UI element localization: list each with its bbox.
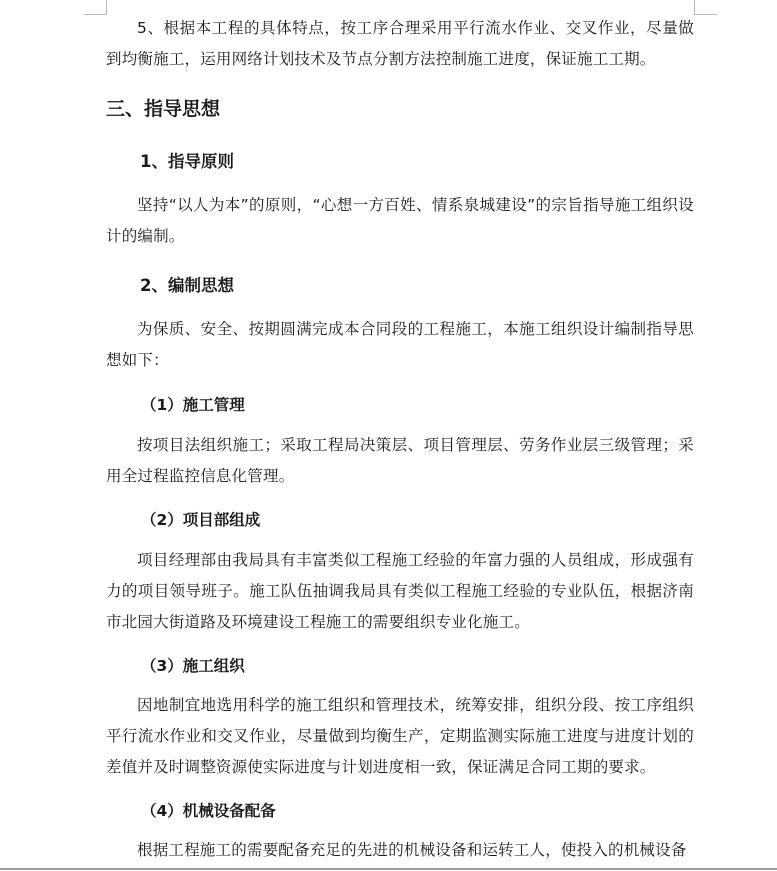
item-title-construction-management: （1）施工管理 bbox=[141, 396, 245, 414]
item-title-project-department: （2）项目部组成 bbox=[141, 511, 261, 529]
construction-management-paragraph: 按项目法组织施工；采取工程局决策层、项目管理层、劳务作业层三级管理；采用全过程监控信息化管理。 bbox=[106, 436, 694, 485]
item-title-construction-organization: （3）施工组织 bbox=[141, 657, 245, 675]
principles-paragraph: 坚持“以人为本”的原则，“心想一方百姓、情系泉城建设”的宗旨指导施工组织设计的编制。 bbox=[106, 196, 694, 245]
construction-organization-paragraph: 因地制宜地选用科学的施工组织和管理技术，统筹安排，组织分段、按工序组织平行流水作业和交叉作业，尽量做到均衡生产，定期监测实际施工进度与进度计划的差值并及时调整资源使实际进度与计划进度相一致，保证满足合同工期的要求。 bbox=[106, 696, 694, 776]
project-department-paragraph: 项目经理部由我局具有丰富类似工程施工经验的年富力强的人员组成，形成强有力的项目领导班子。施工队伍抽调我局具有类似工程施工经验的专业队伍，根据济南市北园大街道路及环境建设工程施工的需要组织专业化施工。 bbox=[106, 551, 694, 631]
section-title: 三、指导思想 bbox=[106, 98, 221, 120]
machinery-paragraph: 根据工程施工的需要配备充足的先进的机械设备和运转工人，使投入的机械设备 bbox=[137, 841, 687, 859]
page-corner-mark-right bbox=[694, 0, 717, 15]
subsection-title-principles: 1、指导原则 bbox=[140, 152, 234, 171]
intro-paragraph: 5、根据本工程的具体特点，按工序合理采用平行流水作业、交叉作业，尽量做到均衡施工，运用网络计划技术及节点分割方法控制施工进度，保证施工工期。 bbox=[106, 19, 694, 68]
subsection-title-compilation: 2、编制思想 bbox=[140, 276, 234, 295]
page-corner-mark-left bbox=[84, 0, 107, 15]
item-title-machinery: （4）机械设备配备 bbox=[141, 802, 276, 820]
page-bottom-edge bbox=[0, 868, 777, 870]
compilation-paragraph: 为保质、安全、按期圆满完成本合同段的工程施工，本施工组织设计编制指导思想如下： bbox=[106, 320, 694, 369]
